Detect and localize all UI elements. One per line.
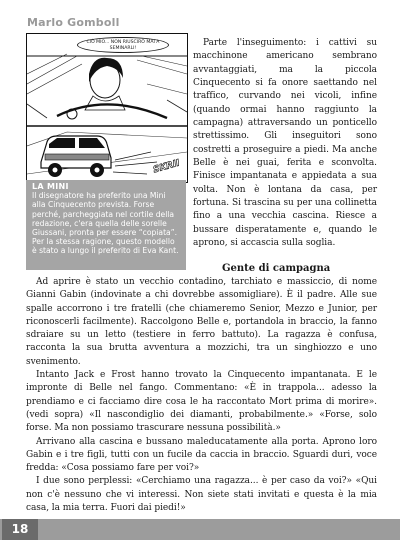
- mini-car-drawing: [27, 128, 187, 182]
- footer-bar: [0, 519, 400, 540]
- article-body: [26, 276, 377, 515]
- sound-effect-text: SKRII: [152, 158, 181, 176]
- author-header: Marlo Gomboll: [27, 16, 120, 29]
- body-paragraph: Intanto Jack e Frost hanno trovato la Cinquecento impantanata. E le impronte di Belle nel fango. Commentano: «È in trappola... adesso la prendiamo e ci facciamo dire cosa le ha raccontato Mort prima di morire». (vedi sopra) «Il nascondiglio dei diamanti, probabilmente.» «Forse, solo forse. Ma non possiamo trascurare nessuna possibilità.»: [26, 370, 377, 434]
- caption-title: LA MINI: [32, 182, 69, 191]
- caption-text: Il disegnatore ha preferito una Mini alla Cinquecento prevista. Forse perché, parcheggiata nel cortile della redazione, c'era quella delle sorelle Giussani, pronta per essere “copiata”. Per la stessa ragione, questo modello è stato a lungo il preferito di Eva Kant.: [32, 191, 179, 256]
- page-number: 18: [2, 519, 38, 540]
- sidebar-caption-box: [26, 180, 186, 270]
- section-title: Gente di campagna: [222, 263, 331, 274]
- comic-drawing: [27, 34, 187, 182]
- body-paragraph: Ad aprire è stato un vecchio contadino, tarchiato e massiccio, di nome Gianni Gabin (indovinate a chi dovrebbe assomigliare). È il padre. Alle sue spalle accorrono i tre fratelli (che chiameremo Senior, Mezzo e Junior, per riconoscerli facilmente). Raccolgono Belle e, portandola in braccio, la fanno sdraiare su un letto (testiere in ferro battuto). La ragazza è confusa, racconta la sua brutta avventura a mozzichi, tra un singhiozzo e uno svenimento.: [26, 277, 377, 367]
- body-paragraph: Arrivano alla cascina e bussano maleducatamente alla porta. Aprono loro Gabin e i tre figli, tutti con un fucile da caccia in braccio. Sguardi duri, voce fredda: «Cosa possiamo fare per voi?»: [26, 436, 377, 474]
- comic-panel-illustration: [26, 33, 188, 183]
- body-paragraph: I due sono perplessi: «Cerchiamo una ragazza... è per caso da voi?» «Qui non c'è nessuno che vi interessi. Non siete stati invitati e questa è la mia casa, la mia terra. Fuori dai piedi!»: [26, 476, 377, 514]
- intro-paragraph: Parte l'inseguimento: i cattivi su macchinone americano sembrano avvantaggiati, ma la piccola Cinquecento si fa onore saettando nel traffico, curvando nei vicoli, infine (quando ormai hanno raggiunto la campagna) attraversando un ponticello strettissimo. Gli inseguitori sono costretti a proseguire a piedi. Ma anche Belle è nei guai, ferita e sconvolta. Finisce impantanata e appiedata a sua volta. Non è lontana da casa, per fortuna. Si trascina su per una collinetta fino a una vecchia cascina. Riesce a bussare disperatamente e, quando le aprono, si accascia sulla soglia.: [193, 38, 377, 249]
- speech-bubble: CIÒ MIO... NON RIUSCIRÒ MAI A SEMINARLI!: [77, 37, 169, 53]
